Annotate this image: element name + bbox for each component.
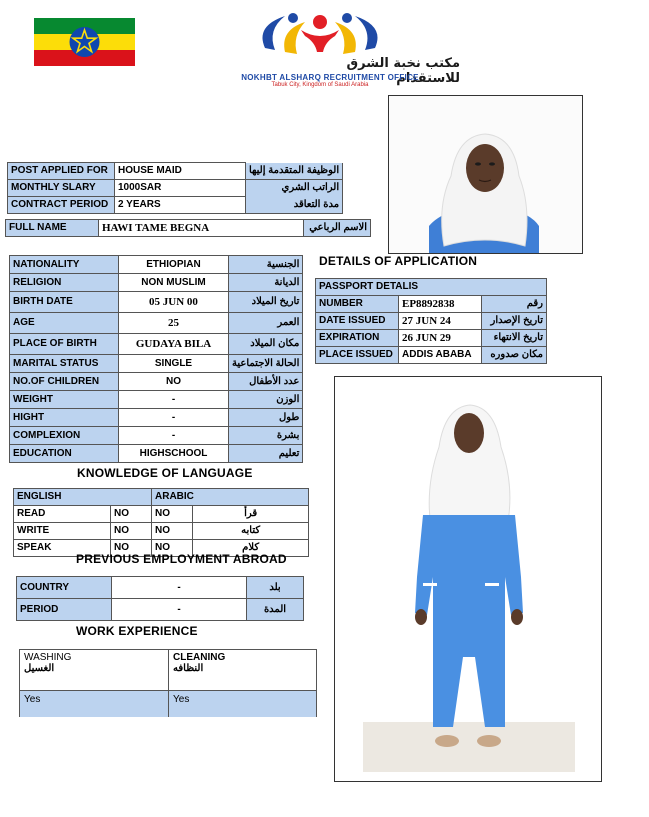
personal-value: - xyxy=(119,427,229,445)
language-skill-ar: قرأ xyxy=(193,506,309,523)
personal-label: PLACE OF BIRTH xyxy=(10,334,119,355)
personal-ar: مكان الميلاد xyxy=(229,334,303,355)
passport-row xyxy=(316,296,547,313)
applicant-portrait-photo xyxy=(388,95,583,254)
employment-ar: بلد xyxy=(247,577,304,599)
personal-ar: بشرة xyxy=(229,427,303,445)
personal-row xyxy=(10,427,303,445)
contract-period-ar: مدة التعاقد xyxy=(246,197,343,214)
passport-row xyxy=(316,330,547,347)
applicant-full-body-photo xyxy=(334,376,602,782)
language-row xyxy=(14,506,309,523)
post-applied-label: POST APPLIED FOR xyxy=(8,163,115,180)
passport-label: PLACE ISSUED xyxy=(316,347,399,364)
passport-ar: تاريخ الانتهاء xyxy=(482,330,547,347)
passport-row xyxy=(316,347,547,364)
personal-ar: الديانة xyxy=(229,274,303,292)
language-english-value: NO xyxy=(111,506,152,523)
passport-label: DATE ISSUED xyxy=(316,313,399,330)
office-name-en: NOKHBT ALSHARQ RECRUITMENT OFFICE xyxy=(241,73,419,82)
personal-label: NATIONALITY xyxy=(10,256,119,274)
passport-ar: تاريخ الإصدار xyxy=(482,313,547,330)
personal-row xyxy=(10,274,303,292)
personal-label: MARITAL STATUS xyxy=(10,355,119,373)
passport-label: EXPIRATION xyxy=(316,330,399,347)
language-arabic-header: ARABIC xyxy=(152,489,309,506)
personal-ar: طول xyxy=(229,409,303,427)
employment-value: - xyxy=(112,577,247,599)
post-applied-ar: الوظيفة المتقدمة إليها xyxy=(246,163,343,180)
passport-value: EP8892838 xyxy=(399,296,482,313)
employment-row xyxy=(17,577,304,599)
personal-ar: الحالة الاجتماعية xyxy=(229,355,303,373)
experience-cleaning-label: CLEANING xyxy=(173,652,226,663)
experience-washing-value: Yes xyxy=(20,690,169,717)
office-name-ar: مكتب نخبة الشرق للاستقدام xyxy=(346,56,460,86)
personal-value: GUDAYA BILA xyxy=(119,334,229,355)
post-applied-value: HOUSE MAID xyxy=(115,163,246,180)
employment-row xyxy=(17,599,304,621)
personal-value: 05 JUN 00 xyxy=(119,292,229,313)
personal-row xyxy=(10,256,303,274)
experience-washing-ar: الغسيل xyxy=(24,663,55,674)
full-name-label: FULL NAME xyxy=(6,220,99,237)
full-name-value: HAWI TAME BEGNA xyxy=(99,220,304,237)
experience-title: WORK EXPERIENCE xyxy=(76,624,198,638)
personal-row xyxy=(10,391,303,409)
employment-value: - xyxy=(112,599,247,621)
language-skill-label: SPEAK xyxy=(14,540,111,557)
passport-ar: رقم xyxy=(482,296,547,313)
language-arabic-value: NO xyxy=(152,540,193,557)
personal-row xyxy=(10,445,303,463)
personal-row xyxy=(10,355,303,373)
full-name-ar: الاسم الرباعي xyxy=(304,220,371,237)
personal-ar: الجنسية xyxy=(229,256,303,274)
language-arabic-value: NO xyxy=(152,523,193,540)
personal-value: - xyxy=(119,391,229,409)
passport-label: NUMBER xyxy=(316,296,399,313)
office-subtitle: Tabuk City, Kingdom of Saudi Arabia xyxy=(271,82,369,88)
personal-value: 25 xyxy=(119,313,229,334)
experience-washing-cell xyxy=(20,650,169,690)
contract-period-value: 2 YEARS xyxy=(115,197,246,214)
language-title: KNOWLEDGE OF LANGUAGE xyxy=(77,466,253,480)
personal-value: - xyxy=(119,409,229,427)
experience-cleaning-ar: النظافه xyxy=(173,663,204,674)
employment-label: COUNTRY xyxy=(17,577,112,599)
language-row xyxy=(14,523,309,540)
experience-table xyxy=(19,649,317,717)
personal-row xyxy=(10,409,303,427)
passport-ar: مكان صدوره xyxy=(482,347,547,364)
personal-value: NON MUSLIM xyxy=(119,274,229,292)
passport-value: 26 JUN 29 xyxy=(399,330,482,347)
personal-label: AGE xyxy=(10,313,119,334)
employment-title: PREVIOUS EMPLOYMENT ABROAD xyxy=(76,552,287,566)
monthly-salary-label: MONTHLY SLARY xyxy=(8,180,115,197)
employment-ar: المدة xyxy=(247,599,304,621)
monthly-salary-ar: الراتب الشري xyxy=(246,180,343,197)
personal-label: RELIGION xyxy=(10,274,119,292)
personal-row xyxy=(10,373,303,391)
language-table xyxy=(13,488,309,557)
contract-period-label: CONTRACT PERIOD xyxy=(8,197,115,214)
full-name-table xyxy=(5,219,371,237)
employment-table xyxy=(16,576,304,621)
personal-details-table xyxy=(9,255,303,463)
personal-row xyxy=(10,313,303,334)
personal-ar: عدد الأطفال xyxy=(229,373,303,391)
passport-value: 27 JUN 24 xyxy=(399,313,482,330)
personal-value: ETHIOPIAN xyxy=(119,256,229,274)
language-arabic-value: NO xyxy=(152,506,193,523)
monthly-salary-value: 1000SAR xyxy=(115,180,246,197)
language-english-header: ENGLISH xyxy=(14,489,152,506)
details-title: DETAILS OF APPLICATION xyxy=(319,254,478,268)
employment-label: PERIOD xyxy=(17,599,112,621)
passport-title: PASSPORT DETALIS xyxy=(316,279,547,296)
ethiopia-flag xyxy=(34,18,135,66)
passport-value: ADDIS ABABA xyxy=(399,347,482,364)
passport-row xyxy=(316,313,547,330)
experience-washing-label: WASHING xyxy=(24,652,72,663)
personal-ar: تعليم xyxy=(229,445,303,463)
personal-row xyxy=(10,292,303,313)
personal-value: HIGHSCHOOL xyxy=(119,445,229,463)
personal-value: SINGLE xyxy=(119,355,229,373)
personal-label: WEIGHT xyxy=(10,391,119,409)
experience-cleaning-cell xyxy=(169,650,316,690)
application-table xyxy=(7,162,343,214)
language-english-value: NO xyxy=(111,540,152,557)
personal-row xyxy=(10,334,303,355)
language-skill-ar: كتابه xyxy=(193,523,309,540)
language-skill-ar: كلام xyxy=(193,540,309,557)
personal-label: HIGHT xyxy=(10,409,119,427)
experience-cleaning-value: Yes xyxy=(169,690,316,717)
personal-label: COMPLEXION xyxy=(10,427,119,445)
language-english-value: NO xyxy=(111,523,152,540)
personal-ar: الوزن xyxy=(229,391,303,409)
personal-ar: العمر xyxy=(229,313,303,334)
personal-ar: تاريخ الميلاد xyxy=(229,292,303,313)
language-skill-label: READ xyxy=(14,506,111,523)
personal-label: EDUCATION xyxy=(10,445,119,463)
personal-label: NO.OF CHILDREN xyxy=(10,373,119,391)
personal-label: BIRTH DATE xyxy=(10,292,119,313)
passport-table xyxy=(315,278,547,364)
personal-value: NO xyxy=(119,373,229,391)
language-skill-label: WRITE xyxy=(14,523,111,540)
